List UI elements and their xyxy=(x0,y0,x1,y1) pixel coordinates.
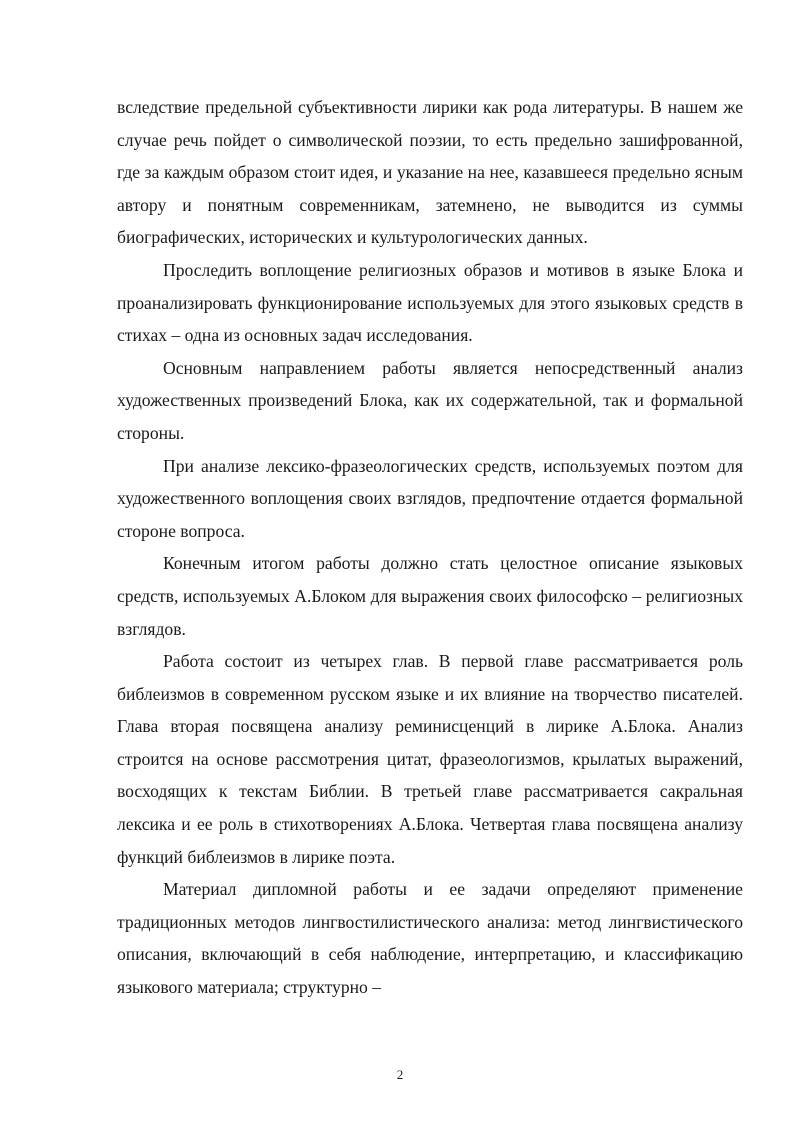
paragraph: Конечным итогом работы должно стать целостное описание языковых средств, используемых А.Блоком для выражения своих философско – религиозных взглядов. xyxy=(117,553,743,639)
page-number: 2 xyxy=(396,1067,404,1082)
paragraph: Основным направлением работы является непосредственный анализ художественных произведений Блока, как их содержательной, так и формальной стороны. xyxy=(117,357,743,443)
paragraph: При анализе лексико-фразеологических средств, используемых поэтом для художественного воплощения своих взглядов, предпочтение отдается формальной стороне вопроса. xyxy=(117,455,743,541)
body-text xyxy=(117,91,743,1004)
paragraph-continuation: вследствие предельной субъективности лирики как рода литературы. В нашем же случае речь пойдет о символической поэзии, то есть предельно зашифрованной, где за каждым образом стоит идея, и указание на нее, казавшееся предельно ясным автору и понятным современникам, затемнено, не выводится из суммы биографических, исторических и культурологических данных. xyxy=(117,97,743,248)
paragraph: Работа состоит из четырех глав. В первой главе рассматривается роль библеизмов в современном русском языке и их влияние на творчество писателей. Глава вторая посвящена анализу реминисценций в лирике А.Блока. Анализ строится на основе рассмотрения цитат, фразеологизмов, крылатых выражений, восходящих к текстам Библии. В третьей главе рассматривается сакральная лексика и ее роль в стихотворениях А.Блока. Четвертая глава посвящена анализу функций библеизмов в лирике поэта. xyxy=(117,651,743,867)
paragraph: Проследить воплощение религиозных образов и мотивов в языке Блока и проанализировать функционирование используемых для этого языковых средств в стихах – одна из основных задач исследования. xyxy=(117,259,743,346)
paragraph: Материал дипломной работы и ее задачи определяют применение традиционных методов лингвостилистического анализа: метод лингвистического описания, включающий в себя наблюдение, интерпретацию, и классификацию языкового материала; структурно – xyxy=(117,879,743,998)
